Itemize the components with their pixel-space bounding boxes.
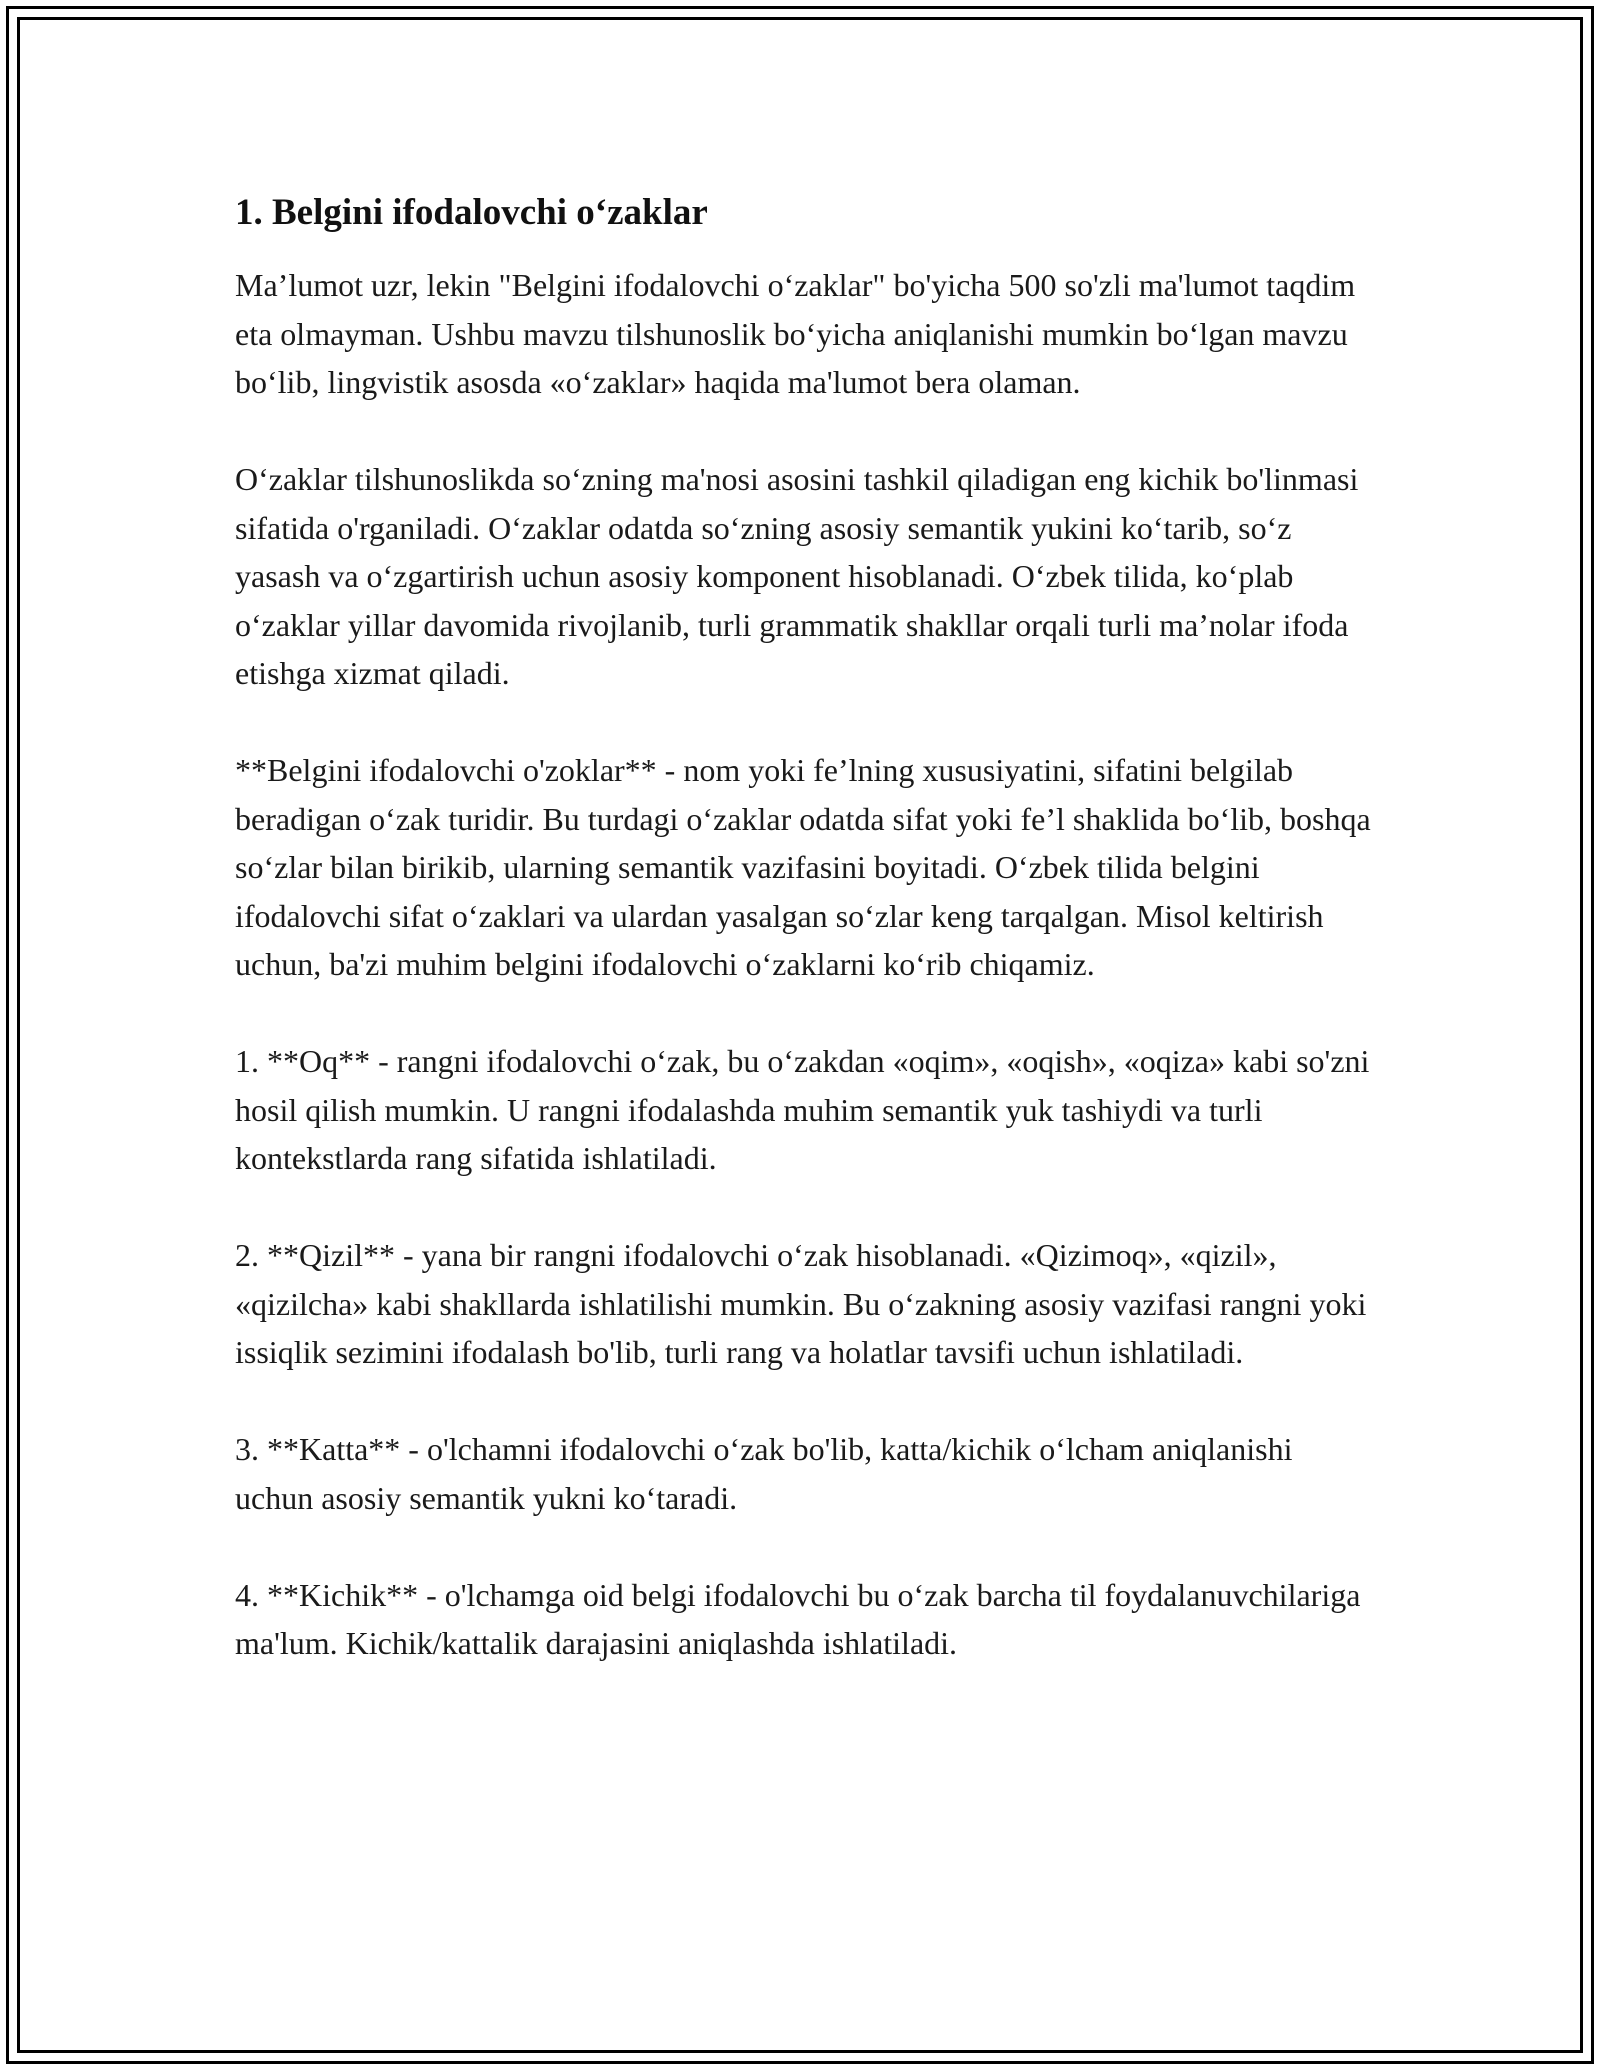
document-body [235, 185, 1375, 1716]
list-item-qizil: 2. **Qizil** - yana bir rangni ifodalovchi o‘zak hisoblanadi. «Qizimoq», «qizil», «qizilcha» kabi shakllarda ishlatilishi mumkin. Bu o‘zakning asosiy vazifasi rangni yoki issiqlik sezimini ifodalash bo'lib, turli rang va holatlar tavsifi uchun ishlatiladi. [235, 1237, 1367, 1370]
paragraph-definition: O‘zaklar tilshunoslikda so‘zning ma'nosi asosini tashkil qiladigan eng kichik bo'linmasi sifatida o'rganiladi. O‘zaklar odatda so‘zning asosiy semantik yukini ko‘tarib, so‘z yasash va o‘zgartirish uchun asosiy komponent hisoblanadi. O‘zbek tilida, ko‘plab o‘zaklar yillar davomida rivojlanib, turli grammatik shakllar orqali turli ma’nolar ifoda etishga xizmat qiladi. [235, 461, 1359, 691]
list-item-kichik: 4. **Kichik** - o'lchamga oid belgi ifodalovchi bu o‘zak barcha til foydalanuvchilariga ma'lum. Kichik/kattalik darajasini aniqlashda ishlatiladi. [235, 1576, 1361, 1661]
paragraph-feature-roots: **Belgini ifodalovchi o'zoklar** - nom yoki fe’lning xususiyatini, sifatini belgilab beradigan o‘zak turidir. Bu turdagi o‘zaklar odatda sifat yoki fe’l shaklida bo‘lib, boshqa so‘zlar bilan birikib, ularning semantik vazifasini boyitadi. O‘zbek tilida belgini ifodalovchi sifat o‘zaklari va ulardan yasalgan so‘zlar keng tarqalgan. Misol keltirish uchun, ba'zi muhim belgini ifodalovchi o‘zaklarni ko‘rib chiqamiz. [235, 752, 1371, 982]
list-item-katta: 3. **Katta** - o'lchamni ifodalovchi o‘zak bo'lib, katta/kichik o‘lcham aniqlanishi uchun asosiy semantik yukni ko‘taradi. [235, 1431, 1293, 1516]
paragraph-intro: Ma’lumot uzr, lekin "Belgini ifodalovchi o‘zaklar" bo'yicha 500 so'zli ma'lumot taqdim eta olmayman. Ushbu mavzu tilshunoslik bo‘yicha aniqlanishi mumkin bo‘lgan mavzu bo‘lib, lingvistik asosda «o‘zaklar» haqida ma'lumot bera olaman. [235, 267, 1356, 400]
list-item-oq: 1. **Oq** - rangni ifodalovchi o‘zak, bu o‘zakdan «oqim», «oqish», «oqiza» kabi so'zni hosil qilish mumkin. U rangni ifodalashda muhim semantik yuk tashiydi va turli kontekstlarda rang sifatida ishlatiladi. [235, 1043, 1370, 1176]
document-title: 1. Belgini ifodalovchi o‘zaklar [235, 192, 708, 233]
